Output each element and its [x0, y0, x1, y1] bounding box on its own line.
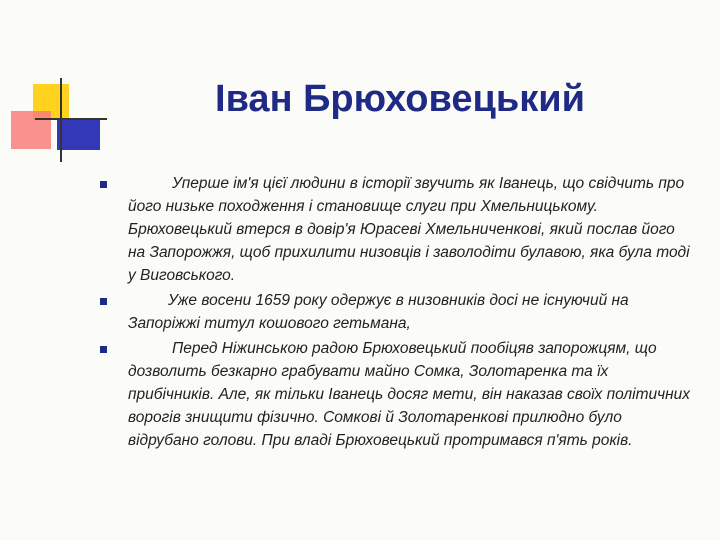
bullet-text: Уперше ім'я цієї людини в історії звучить як Іванець, що свідчить про його низьке походження і становище слуги при Хмельницькому. Брюховецький втерся в довір'я Юрасеві Хмельниченкові, який послав його на Запорожжя, щоб прихилити низовців і заволодіти булавою, яка була тоді у Виговського.: [128, 175, 690, 284]
logo-horizontal-line: [35, 118, 107, 120]
bullet-list: [96, 172, 696, 454]
logo-blue-square: [57, 118, 100, 150]
bullet-item: [96, 172, 696, 287]
logo-vertical-line: [60, 78, 62, 162]
bullet-item: [96, 289, 696, 335]
bullet-square-icon: [100, 298, 107, 305]
logo-red-square: [11, 111, 51, 149]
bullet-item: [96, 337, 696, 452]
bullet-text: Уже восени 1659 року одержує в низовників досі не існуючий на Запоріжжі титул кошового гетьмана,: [128, 292, 629, 332]
slide-title: Іван Брюховецький: [215, 78, 585, 120]
bullet-square-icon: [100, 346, 107, 353]
bullet-square-icon: [100, 181, 107, 188]
bullet-text: Перед Ніжинською радою Брюховецький пообіцяв запорожцям, що дозволить безкарно грабувати майно Сомка, Золотаренка та їх прибічників. Але, як тільки Іванець досяг мети, він наказав своїх політичних ворогів знищити фізично. Сомкові й Золотаренкові прилюдно було відрубано голови. При владі Брюховецький протримався п'ять років.: [128, 340, 691, 449]
